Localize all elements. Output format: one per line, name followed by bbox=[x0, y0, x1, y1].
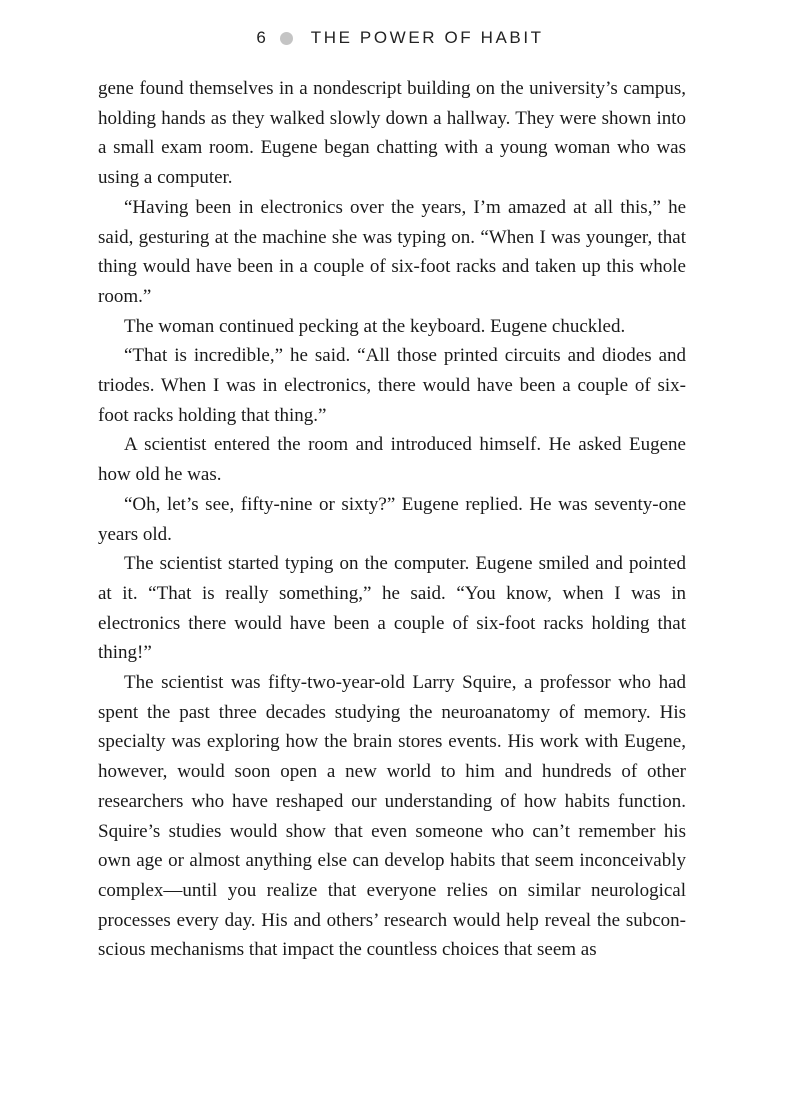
page-body bbox=[98, 74, 686, 965]
paragraph: “Oh, let’s see, fifty-nine or sixty?” Eugene replied. He was seventy-one years old. bbox=[98, 493, 686, 545]
paragraph-continued: gene found themselves in a nondescript building on the university’s campus, holding hands as they walked slowly down a hallway. They were shown into a small exam room. Eugene began chatting with a young woman who was using a computer. bbox=[98, 78, 686, 189]
paragraph: A scientist entered the room and introduced himself. He asked Eugene how old he was. bbox=[98, 434, 686, 486]
paragraph: “That is incredible,” he said. “All those printed circuits and diodes and triodes. When I was in electronics, there would have been a couple of six-foot racks holding that thing.” bbox=[98, 345, 686, 426]
separator-dot-icon bbox=[280, 32, 293, 45]
paragraph: The woman continued pecking at the keyboard. Eugene chuckled. bbox=[124, 315, 626, 337]
paragraph: The scientist was fifty-two-year-old Larry Squire, a professor who had spent the past three decades studying the neuroanatomy of memory. His specialty was exploring how the brain stores events. His work with Eugene, however, would soon open a new world to him and hundreds of other researchers who have reshaped our understanding of how habits function. Squire’s studies would show that even someone who can’t remember his own age or almost anything else can develop habits that seem inconceivably complex—until you realize that everyone relies on similar neurological processes every day. His and others’ research would help reveal the subconscious mechanisms that impact the countless choices that seem as bbox=[98, 672, 686, 961]
book-title: THE POWER OF HABIT bbox=[310, 28, 544, 47]
page-number: 6 bbox=[256, 28, 266, 47]
paragraph: The scientist started typing on the computer. Eugene smiled and pointed at it. “That is really something,” he said. “You know, when I was in electronics there would have been a couple of six-foot racks holding that thing!” bbox=[98, 553, 686, 664]
paragraph: “Having been in electronics over the years, I’m amazed at all this,” he said, gesturing at the machine she was typing on. “When I was younger, that thing would have been in a couple of six-foot racks and taken up this whole room.” bbox=[98, 196, 686, 307]
running-head bbox=[0, 26, 800, 50]
